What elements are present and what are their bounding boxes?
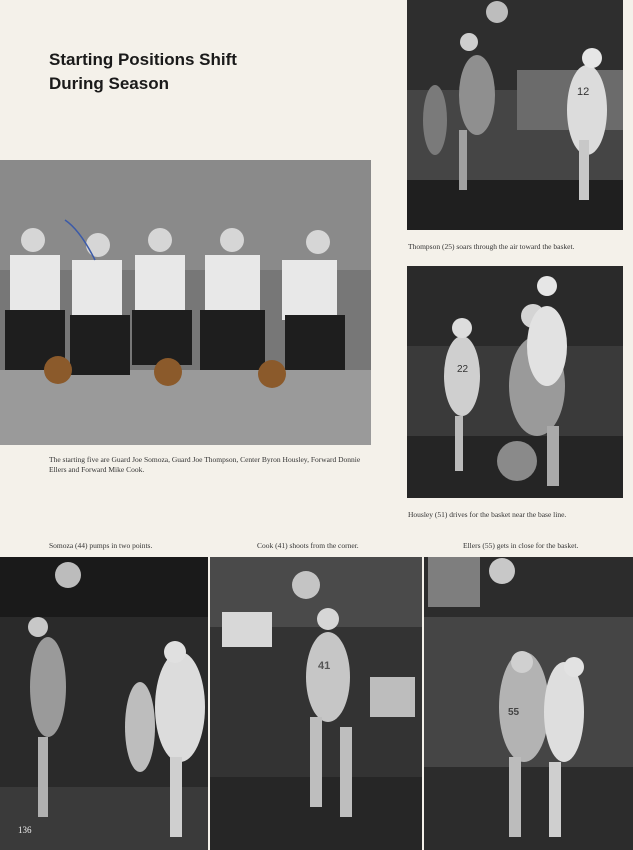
caption-housley: Housley (51) drives for the basket near the base line. bbox=[408, 510, 567, 519]
photo-thompson-art bbox=[407, 0, 623, 230]
jersey-number-12: 12 bbox=[577, 86, 590, 98]
photo-starting-five bbox=[0, 160, 371, 445]
photo-thompson-layup bbox=[407, 0, 623, 230]
page-headline bbox=[49, 48, 237, 96]
caption-starting-five: The starting five are Guard Joe Somoza, Guard Joe Thompson, Center Byron Housley, Forward Donnie Ellers and Forward Mike Cook. bbox=[49, 455, 361, 474]
photo-ellers-shot bbox=[424, 557, 633, 850]
photo-housley-art bbox=[407, 266, 623, 498]
photo-ellers-art bbox=[424, 557, 633, 850]
jersey-number-41: 41 bbox=[318, 660, 331, 672]
headline-line-2: During Season bbox=[49, 74, 169, 93]
photo-housley-drive bbox=[407, 266, 623, 498]
headline-line-1: Starting Positions Shift bbox=[49, 50, 237, 69]
jersey-number-22: 22 bbox=[457, 364, 469, 375]
photo-somoza-shot bbox=[0, 557, 208, 850]
caption-somoza: Somoza (44) pumps in two points. bbox=[49, 541, 153, 550]
photo-starting-five-art bbox=[0, 160, 371, 445]
caption-thompson: Thompson (25) soars through the air toward the basket. bbox=[408, 242, 575, 251]
jersey-number-55: 55 bbox=[508, 707, 520, 718]
photo-somoza-art bbox=[0, 557, 208, 850]
photo-cook-art bbox=[210, 557, 422, 850]
photo-cook-shot bbox=[210, 557, 422, 850]
page-number: 136 bbox=[18, 825, 32, 835]
caption-ellers: Ellers (55) gets in close for the basket. bbox=[463, 541, 579, 550]
caption-cook: Cook (41) shoots from the corner. bbox=[257, 541, 359, 550]
